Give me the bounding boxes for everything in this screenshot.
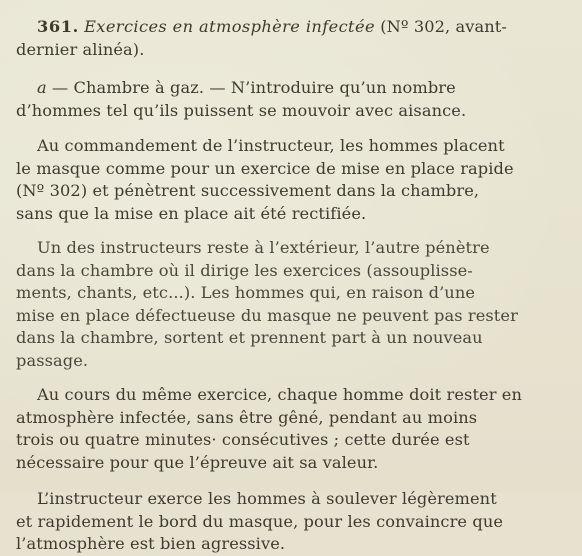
paragraph-line: sans que la mise en place ait été rectifiée. [16, 203, 367, 223]
paragraph-line: dans la chambre, sortent et prennent part à un nouveau [16, 328, 483, 347]
section-header-line-2: dernier alinéa). [16, 39, 145, 59]
paragraph-line: atmosphère infectée, sans être gêné, pendant au moins [16, 407, 478, 427]
paragraph-line: Au commandement de l’instructeur, les hommes placent [37, 136, 505, 155]
paragraph-a-label: a [37, 78, 47, 97]
paragraph-3 [16, 384, 570, 474]
paragraph-line: Un des instructeurs reste à l’extérieur, l’autre pénètre [37, 238, 490, 257]
paragraph-line: Au cours du même exercice, chaque homme doit rester en [37, 385, 523, 404]
paragraph-line: trois ou quatre minutes· consécutives ; cette durée est [16, 430, 470, 449]
paragraph-line: dans la chambre où il dirige les exercices (assouplisse- [16, 260, 473, 280]
paragraph-4 [16, 488, 570, 556]
paragraph-line: et rapidement le bord du masque, pour les convaincre que [16, 511, 504, 531]
paragraph-a-heading: — Chambre à gaz. — N’introduire qu’un nombre [52, 78, 456, 97]
paragraph-line: l’atmosphère est bien agressive. [16, 534, 286, 553]
paragraph-line: mise en place défectueuse du masque ne peuvent pas rester [16, 305, 518, 325]
paragraph-a-line-2: d’hommes tel qu’ils puissent se mouvoir avec aisance. [16, 100, 467, 120]
paragraph-line: (Nº 302) et pénètrent successivement dans la chambre, [16, 181, 480, 200]
paragraph-line: ments, chants, etc...). Les hommes qui, en raison d’une [16, 283, 476, 302]
section-header [16, 16, 570, 61]
section-reference: (Nº 302, avant- [380, 17, 507, 36]
paragraph-a-line-1 [16, 77, 570, 100]
section-header-line-1 [16, 16, 570, 39]
paragraph-line: nécessaire pour que l’épreuve ait sa valeur. [16, 452, 379, 472]
section-number: 361. [37, 17, 79, 36]
section-title: Exercices en atmosphère infectée [84, 17, 375, 36]
paragraph-1 [16, 135, 570, 225]
paragraph-a [16, 77, 570, 122]
paragraph-2 [16, 237, 570, 372]
paragraph-line: L’instructeur exerce les hommes à soulever légèrement [37, 489, 497, 508]
paragraph-line: passage. [16, 350, 89, 370]
paragraph-line: le masque comme pour un exercice de mise en place rapide [16, 158, 514, 178]
